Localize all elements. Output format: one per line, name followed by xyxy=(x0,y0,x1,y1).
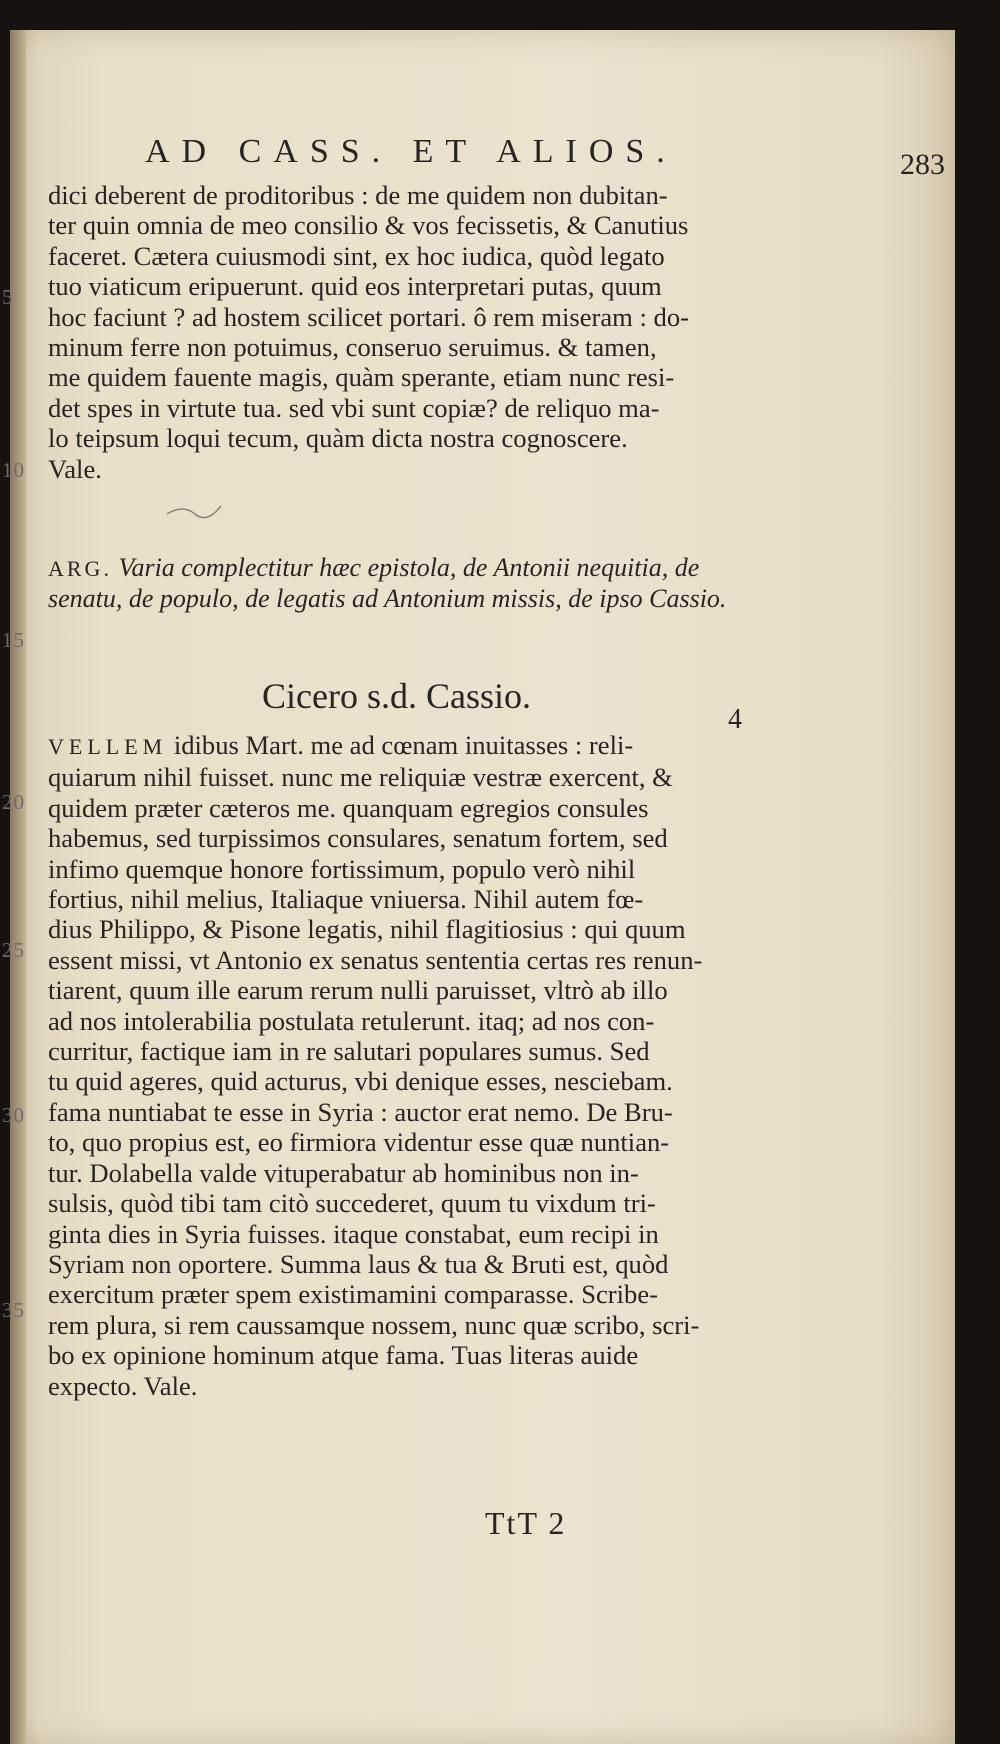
line-number: 25 xyxy=(2,938,25,962)
text-line xyxy=(48,1158,770,1188)
folio-number: 283 xyxy=(900,148,945,181)
text-line-content: rem plura, si rem caussamque nossem, nunc quæ scribo, scri- xyxy=(48,1309,700,1340)
text-line xyxy=(48,1066,770,1096)
signature-mark: TtT 2 xyxy=(485,1505,567,1541)
line-number: 10 xyxy=(2,458,25,482)
text-line-content: tur. Dolabella valde vituperabatur ab hominibus non in- xyxy=(48,1157,639,1188)
line-number: 5 xyxy=(2,285,14,309)
text-line xyxy=(48,854,770,884)
text-line-content: habemus, sed turpissimos consulares, senatum fortem, sed xyxy=(48,823,668,854)
text-line-content: infimo quemque honore fortissimum, populo verò nihil xyxy=(48,853,636,884)
line-number: 20 xyxy=(2,790,25,814)
text-line-content: fama nuntiabat te esse in Syria : auctor erat nemo. De Bru- xyxy=(48,1096,673,1127)
text-line xyxy=(48,1006,770,1036)
running-title: AD CASS. ET ALIOS. xyxy=(145,133,677,170)
text-line-content: fortius, nihil melius, Italiaque vniuersa. Nihil autem fœ- xyxy=(48,884,644,915)
text-line-content: to, quo propius est, eo firmiora videntur esse quæ nuntian- xyxy=(48,1127,670,1158)
argument-label: ARG. xyxy=(48,556,112,581)
line-number: 35 xyxy=(2,1298,25,1322)
text-line-content: Syriam non oportere. Summa laus & tua & Bruti est, quòd xyxy=(48,1248,669,1279)
text-line: Vale. xyxy=(48,453,102,484)
text-line xyxy=(48,1310,770,1340)
text-line-content: quiarum nihil fuisset. nunc me reliquiæ vestræ exercent, & xyxy=(48,762,673,793)
text-line: lo teipsum loqui tecum, quàm dicta nostra cognoscere. xyxy=(48,423,628,454)
text-line xyxy=(48,1340,770,1370)
letter-number: 4 xyxy=(728,704,742,735)
text-line: det spes in virtute tua. sed vbi sunt copiæ? de reliquo ma- xyxy=(48,392,660,423)
text-line-content: expecto. Vale. xyxy=(48,1370,198,1401)
line-number: 15 xyxy=(2,628,25,652)
text-line: minum ferre non potuimus, conseruo seruimus. & tamen, xyxy=(48,332,657,363)
text-line xyxy=(48,730,770,762)
text-line: me quidem fauente magis, quàm sperante, etiam nunc resi- xyxy=(48,362,675,393)
text-line-content: sulsis, quòd tibi tam citò succederet, quum tu vixdum tri- xyxy=(48,1188,656,1219)
text-line: ter quin omnia de meo consilio & vos fecissetis, & Canutius xyxy=(48,210,689,241)
text-line-content: dius Philippo, & Pisone legatis, nihil flagitiosius : qui quum xyxy=(48,914,686,945)
text-line-content: idibus Mart. me ad cœnam inuitasses : reli- xyxy=(167,730,634,760)
text-line xyxy=(48,884,770,914)
text-line: faceret. Cætera cuiusmodi sint, ex hoc iudica, quòd legato xyxy=(48,240,665,271)
previous-letter-text xyxy=(48,180,770,484)
argument-text: Varia complectitur hæc epistola, de Antonii nequitia, de senatu, de populo, de legatis ad Antonium missis, de ipso Cassio. xyxy=(48,553,727,613)
text-line xyxy=(48,914,770,944)
ink-flourish xyxy=(165,500,225,522)
text-line-content: curritur, factique iam in re salutari populares sumus. Sed xyxy=(48,1036,650,1067)
text-line-content: tiarent, quum ille earum rerum nulli paruisset, vltrò ab illo xyxy=(48,975,668,1006)
text-line xyxy=(48,1188,770,1218)
text-line-content: bo ex opinione hominum atque fama. Tuas literas auide xyxy=(48,1340,639,1371)
text-line-content: ginta dies in Syria fuisses. itaque constabat, eum recipi in xyxy=(48,1218,659,1249)
text-line xyxy=(48,823,770,853)
text-line xyxy=(48,1371,770,1401)
text-line: dici deberent de proditoribus : de me quidem non dubitan- xyxy=(48,180,668,210)
text-line xyxy=(48,1219,770,1249)
text-line xyxy=(48,762,770,792)
text-line xyxy=(48,1097,770,1127)
line-number: 30 xyxy=(2,1103,25,1127)
text-line: hoc faciunt ? ad hostem scilicet portari. ô rem miseram : do- xyxy=(48,301,689,332)
lead-word: VELLEM xyxy=(48,734,168,759)
letter-body xyxy=(48,730,770,1401)
text-line xyxy=(48,1249,770,1279)
text-line xyxy=(48,793,770,823)
text-line xyxy=(48,1036,770,1066)
text-line-content: quidem præter cæteros me. quanquam egregios consules xyxy=(48,792,649,823)
text-line xyxy=(48,945,770,975)
letter-title: Cicero s.d. Cassio. xyxy=(262,676,531,716)
text-line: tuo viaticum eripuerunt. quid eos interpretari putas, quum xyxy=(48,271,662,302)
text-line xyxy=(48,975,770,1005)
text-line xyxy=(48,1279,770,1309)
text-line-content: essent missi, vt Antonio ex senatus sententia certas res renun- xyxy=(48,944,703,975)
text-line-content: tu quid ageres, quid acturus, vbi denique esses, nesciebam. xyxy=(48,1066,673,1097)
text-line-content: ad nos intolerabilia postulata retulerunt. itaq; ad nos con- xyxy=(48,1005,655,1036)
text-line xyxy=(48,1127,770,1157)
text-line-content: exercitum præter spem existimamini comparasse. Scribe- xyxy=(48,1279,658,1310)
argument-block xyxy=(48,553,770,614)
book-page xyxy=(10,30,955,1744)
